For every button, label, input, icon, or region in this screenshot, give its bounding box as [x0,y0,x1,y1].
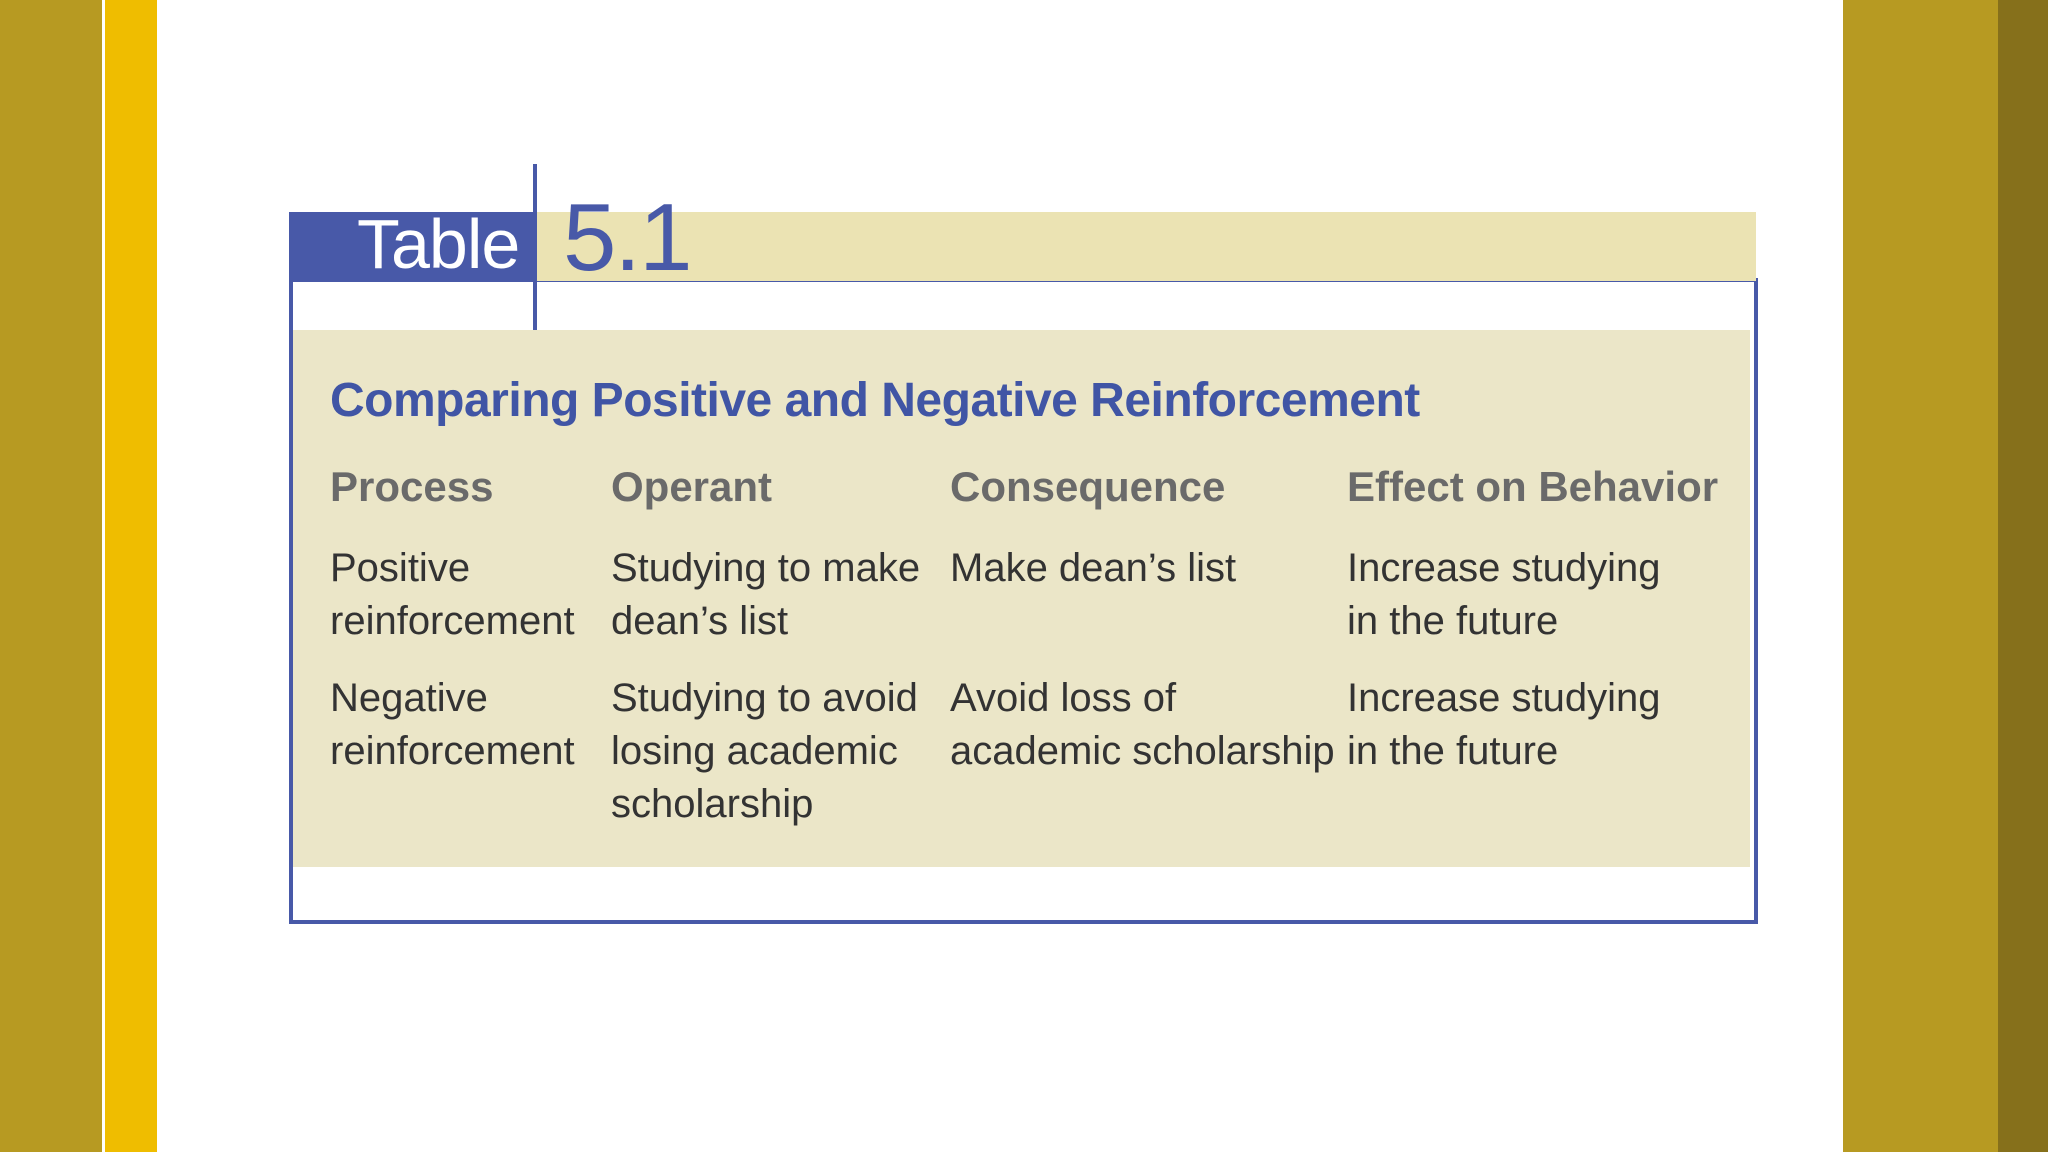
cell-positive-effect: Increase studying in the future [1347,546,1661,643]
cell-negative-operant: Studying to avoid losing academic scholarship [611,676,918,826]
cell-negative-consequence: Avoid loss of academic scholarship [950,676,1335,773]
right-olive-band [1843,0,1998,1152]
left-gold-band [105,0,157,1152]
table-title: Comparing Positive and Negative Reinforcement [330,374,1420,427]
cell-negative-effect: Increase studying in the future [1347,676,1661,773]
table-number: 5.1 [563,184,691,291]
cell-positive-process: Positive reinforcement [330,546,575,643]
column-header-effect: Effect on Behavior [1347,463,1719,510]
right-dark-band [1998,0,2048,1152]
left-olive-band [0,0,102,1152]
cell-positive-consequence: Make dean’s list [950,546,1237,590]
cell-negative-process: Negative reinforcement [330,676,575,773]
table-label-divider [533,164,537,330]
column-header-operant: Operant [611,463,773,510]
table-label-word: Table [357,205,520,283]
cell-positive-operant: Studying to make dean’s list [611,546,921,643]
column-header-consequence: Consequence [950,463,1226,510]
column-header-process: Process [330,463,494,510]
